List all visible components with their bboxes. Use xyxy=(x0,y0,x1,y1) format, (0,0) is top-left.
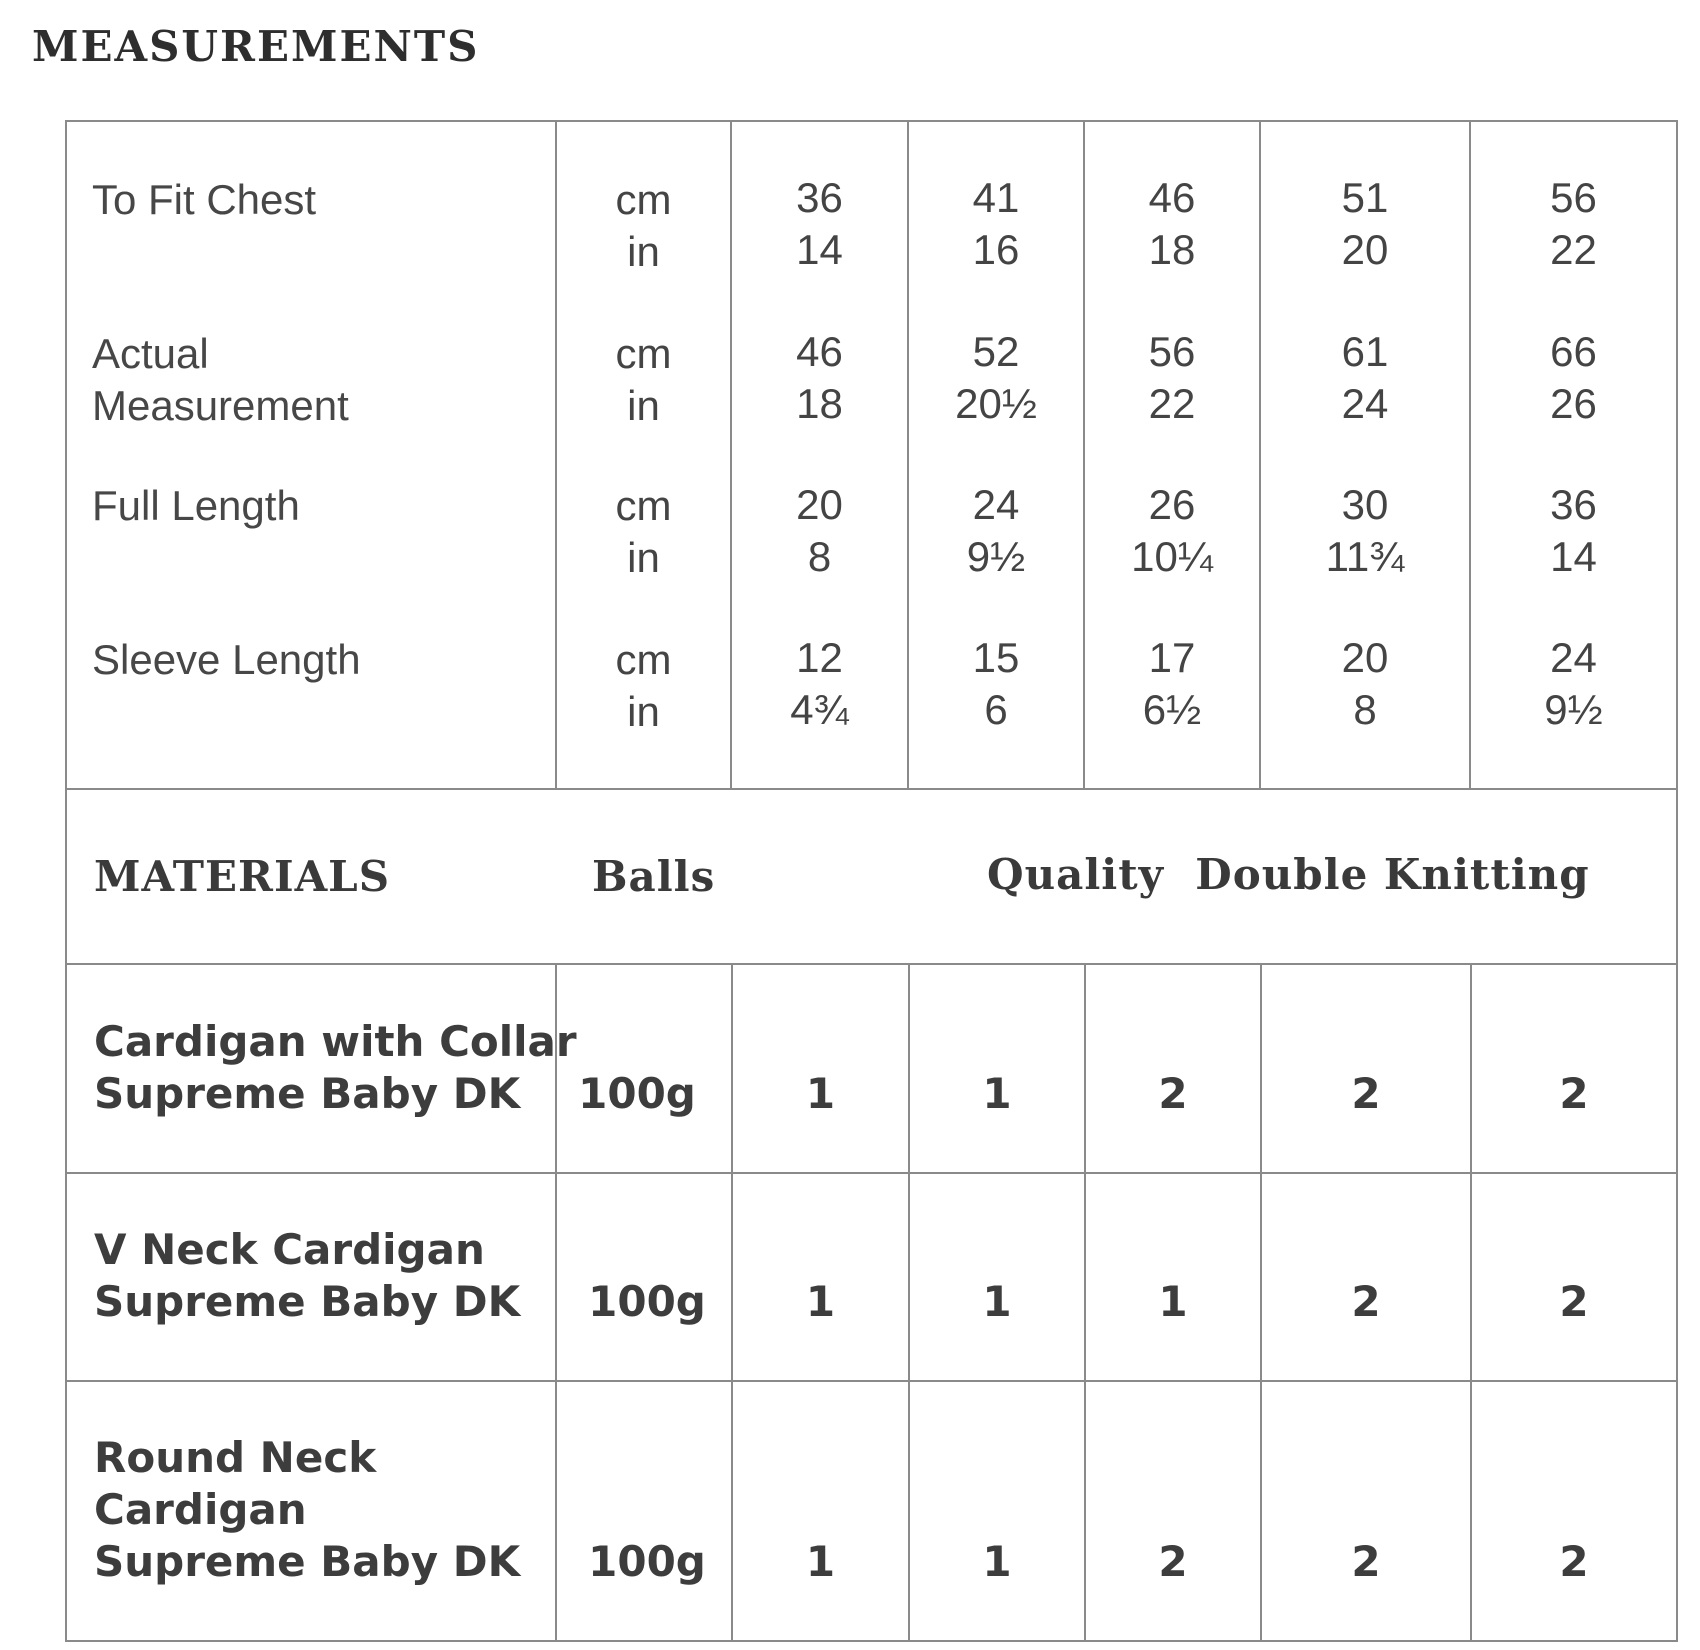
table-rule xyxy=(65,120,1678,122)
value-cell: 30 11¾ xyxy=(1325,481,1405,580)
value-cell: 36 14 xyxy=(796,174,843,273)
unit-cell: cm in xyxy=(615,330,672,429)
value-cell: 56 22 xyxy=(1550,174,1597,273)
balls-cell: 1 xyxy=(805,1537,836,1586)
table-rule xyxy=(65,1172,1678,1174)
balls-cell: 2 xyxy=(1158,1537,1188,1586)
balls-cell: 1 xyxy=(982,1069,1012,1118)
value-cell: 56 22 xyxy=(1148,328,1196,427)
unit-cell: cm in xyxy=(615,176,672,275)
value-cell: 26 10¼ xyxy=(1131,481,1213,580)
value-cell: 20 8 xyxy=(1341,634,1389,733)
value-cell: 36 14 xyxy=(1550,481,1597,580)
value-cell: 61 24 xyxy=(1341,328,1389,427)
table-rule xyxy=(65,788,1678,790)
row-label-full-length: Full Length xyxy=(92,482,300,529)
value-cell: 20 8 xyxy=(796,481,843,580)
table-rule xyxy=(65,963,1678,965)
value-cell: 41 16 xyxy=(972,174,1020,273)
row-label-sleeve-length: Sleeve Length xyxy=(92,636,361,683)
balls-cell: 1 xyxy=(982,1537,1012,1586)
material-label: Cardigan with Collar Supreme Baby DK xyxy=(94,1017,577,1118)
balls-cell: 1 xyxy=(805,1069,836,1118)
balls-cell: 2 xyxy=(1351,1277,1381,1326)
value-cell: 51 20 xyxy=(1341,174,1389,273)
table-rule xyxy=(65,120,67,1642)
balls-cell: 1 xyxy=(982,1277,1012,1326)
row-label-to-fit-chest: To Fit Chest xyxy=(92,176,317,223)
quality-heading: Quality Double Knitting xyxy=(987,850,1590,899)
material-label: V Neck Cardigan Supreme Baby DK xyxy=(94,1225,521,1326)
value-cell: 17 6½ xyxy=(1142,634,1202,733)
page-title: MEASUREMENTS xyxy=(32,22,480,71)
value-cell: 15 6 xyxy=(972,634,1020,733)
row-label-actual-measurement: Actual Measurement xyxy=(92,330,349,429)
unit-cell: cm in xyxy=(615,482,672,581)
balls-heading: Balls xyxy=(592,852,716,901)
balls-cell: 2 xyxy=(1158,1069,1188,1118)
balls-cell: 2 xyxy=(1351,1069,1381,1118)
table-rule xyxy=(1676,120,1678,1642)
balls-cell: 2 xyxy=(1559,1537,1589,1586)
table-rule xyxy=(65,1640,1678,1642)
table-rule xyxy=(65,1380,1678,1382)
weight-cell: 100g xyxy=(588,1277,706,1326)
value-cell: 24 9½ xyxy=(966,481,1026,580)
weight-cell: 100g xyxy=(578,1069,696,1118)
value-cell: 52 20½ xyxy=(955,328,1037,427)
balls-cell: 1 xyxy=(1158,1277,1188,1326)
material-label: Round Neck Cardigan Supreme Baby DK xyxy=(94,1433,521,1586)
materials-heading: MATERIALS xyxy=(94,852,391,901)
value-cell: 66 26 xyxy=(1550,328,1597,427)
unit-cell: cm in xyxy=(615,636,672,735)
balls-cell: 2 xyxy=(1351,1537,1381,1586)
balls-cell: 2 xyxy=(1559,1069,1589,1118)
weight-cell: 100g xyxy=(588,1537,706,1586)
balls-cell: 1 xyxy=(805,1277,836,1326)
value-cell: 12 4¾ xyxy=(790,634,849,733)
balls-cell: 2 xyxy=(1559,1277,1589,1326)
value-cell: 46 18 xyxy=(1148,174,1196,273)
value-cell: 46 18 xyxy=(796,328,843,427)
value-cell: 24 9½ xyxy=(1544,634,1603,733)
